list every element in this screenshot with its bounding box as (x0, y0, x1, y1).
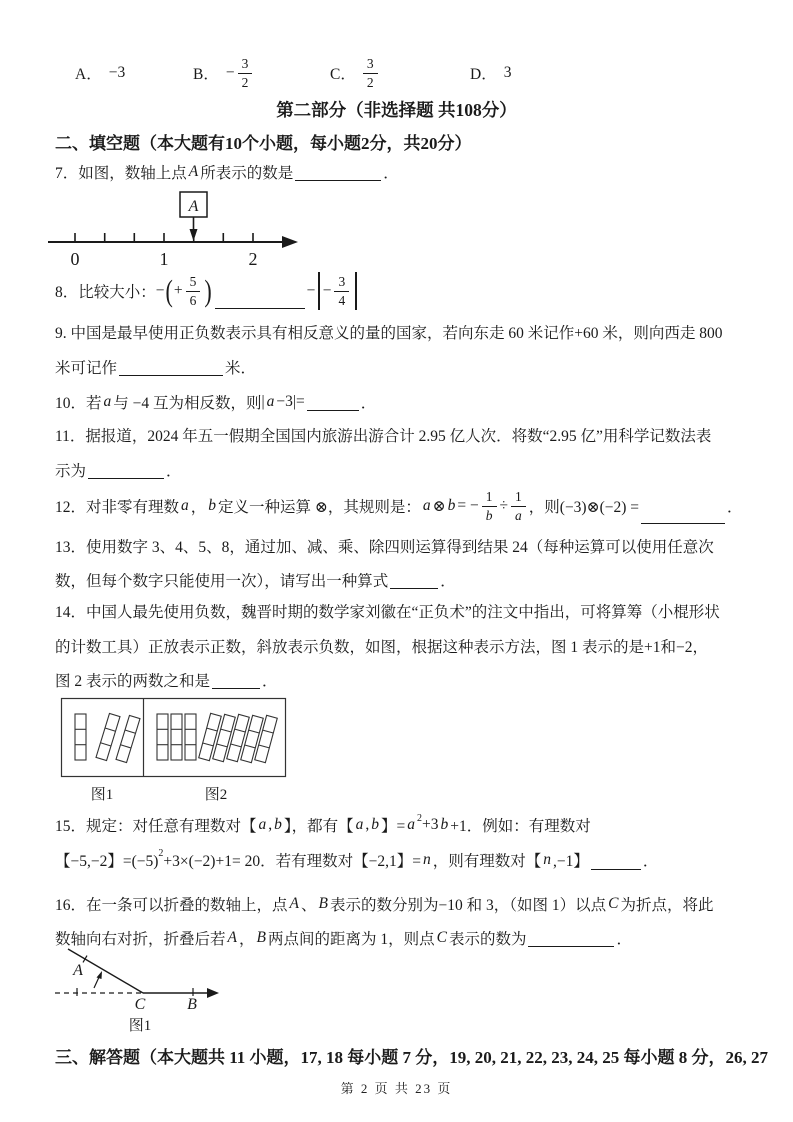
option-d (470, 50, 511, 96)
text-segment: A． (75, 66, 102, 83)
math-variable: A (188, 163, 199, 180)
answer-blank (212, 670, 260, 689)
text-segment: − (225, 64, 235, 81)
fraction-numerator: 3 (334, 274, 349, 292)
text-segment: − (322, 282, 332, 299)
math-variable: B (318, 895, 328, 912)
text-segment: 为折点，将此 (620, 897, 714, 914)
text-segment: −3 (108, 64, 126, 81)
text-segment: − (155, 282, 165, 299)
stretched-paren: ) (204, 272, 212, 308)
question-14-line-2 (55, 632, 708, 660)
point-a-arrowhead (190, 229, 198, 241)
folded-axis-figure (35, 944, 240, 1036)
question-9-line-1 (55, 318, 723, 346)
text-segment: 示为 (55, 463, 87, 480)
text-segment: 16．在一条可以折叠的数轴上，点 (55, 897, 288, 914)
text-segment: ,−1】 (552, 853, 589, 870)
text-segment: 】= (381, 818, 406, 835)
text-segment: +3 (422, 816, 439, 833)
text-segment: ． (360, 395, 377, 412)
fraction (511, 489, 526, 523)
math-variable: n (422, 851, 431, 868)
fraction-denominator: 2 (366, 74, 374, 90)
text-segment: ． (383, 165, 399, 182)
answer-blank (88, 460, 164, 479)
text-segment: 两点间的距离为 1，则点 (267, 931, 435, 948)
fraction-numerator: 5 (186, 274, 201, 292)
tick-label-0: 0 (70, 249, 80, 269)
math-variable: B (256, 929, 266, 946)
fraction-numerator: 3 (238, 56, 253, 74)
fraction-numerator: 1 (482, 489, 497, 507)
question-8 (55, 268, 360, 314)
question-9-line-2 (55, 353, 256, 381)
question-15-line-2 (55, 845, 658, 875)
answer-blank (591, 851, 641, 870)
question-10 (55, 388, 376, 416)
answer-blank (528, 928, 614, 947)
question-14-line-3 (55, 666, 278, 694)
text-segment: ． (642, 853, 659, 870)
fold-arrowhead (97, 971, 103, 979)
fraction-denominator: a (515, 507, 522, 523)
stretched-paren: ( (165, 272, 173, 308)
fig2-slanted-rods (199, 713, 278, 762)
option-a (75, 50, 125, 96)
answer-blank (119, 357, 223, 376)
text-segment: ⊗ (432, 497, 446, 515)
math-variable: C (436, 929, 447, 946)
fraction-denominator: 2 (241, 74, 249, 90)
fraction (238, 56, 253, 90)
math-variable: n (543, 851, 551, 868)
math-variable: a (355, 816, 364, 833)
abs-value-bar (355, 272, 356, 310)
text-segment: B． (193, 66, 219, 83)
answer-blank (307, 392, 359, 411)
rods-outer-box (62, 699, 286, 777)
math-variable: b (274, 816, 282, 833)
text-segment: 米可记作 (55, 360, 118, 377)
superscript: 2 (158, 848, 164, 859)
text-segment: | (261, 393, 265, 410)
text-segment: ， (190, 499, 207, 516)
text-segment: 11．据报道，2024 年五一假期全国国内旅游出游合计 2.95 亿人次．将数“2.95 亿”用科学记数法表 (55, 428, 712, 445)
text-segment: + (173, 282, 183, 299)
fig1-vertical-rod (75, 714, 86, 760)
point-a-label: A (188, 198, 199, 215)
point-a-label: A (73, 962, 83, 979)
text-segment: ． (166, 463, 182, 480)
fraction (334, 274, 349, 308)
fig1-slanted-rods (96, 713, 140, 762)
text-segment: −3| (276, 393, 296, 410)
text-segment: +1．例如：有理数对 (450, 818, 591, 835)
text-segment: 14．中国人最先使用负数，魏晋时期的数学家刘徽在“正负术”的注文中指出，可将算筹（小棍形状 (55, 604, 720, 621)
point-b-label: B (187, 996, 197, 1013)
option-b (193, 50, 255, 96)
question-7 (55, 158, 399, 186)
text-segment: 13．使用数字 3、4、5、8，通过加、减、乘、除四则运算得到结果 24（每种运算可以使用任意次 (55, 539, 714, 556)
text-segment: ，则(−3)⊗(−2) = (528, 499, 640, 516)
section-3-header: 三、解答题（本大题共 11 小题，17, 18 每小题 7 分，19, 20, 21, 22, 23, 24, 25 每小题 8 分，26, 27 (55, 1047, 769, 1067)
fig2-vertical-rods (157, 714, 196, 760)
text-segment: 定义一种运算 ⊗，其规则是： (218, 499, 421, 516)
tick-label-1: 1 (159, 249, 169, 269)
text-segment: 15．规定：对任意有理数对【 (55, 818, 257, 835)
text-segment: 9. 中国是最早使用正负数表示具有相反意义的量的国家，若向东走 60 米记作+60 米，则向西走 800 (55, 325, 723, 342)
text-segment: +3×(−2)+1= 20．若有理数对【−2,1】= (163, 853, 421, 870)
fraction-denominator: b (485, 507, 493, 523)
fraction-numerator: 1 (511, 489, 526, 507)
math-variable: a (422, 497, 431, 514)
superscript: 2 (417, 813, 423, 824)
text-segment: 10．若 (55, 395, 102, 412)
text-segment: 的计数工具）正放表示正数，斜放表示负数，如图，根据这种表示方法，图 1 表示的是+1和−2， (55, 639, 708, 656)
text-segment: − (306, 282, 316, 299)
answer-blank (215, 290, 305, 309)
math-variable: a (103, 393, 112, 410)
math-variable: A (227, 929, 237, 946)
question-11-line-1 (55, 421, 711, 449)
text-segment: = (295, 393, 305, 410)
abs-value-bar (318, 272, 319, 310)
axis-arrowhead (207, 988, 219, 998)
text-segment: 所表示的数是 (200, 165, 294, 182)
question-11-line-2 (55, 456, 182, 484)
number-line-figure (36, 188, 302, 272)
text-segment: , (365, 816, 370, 833)
text-segment: , (268, 816, 273, 833)
question-16-line-1 (55, 890, 713, 918)
counting-rods-figure (58, 695, 298, 807)
answer-blank (390, 570, 438, 589)
text-segment: 、 (300, 897, 317, 914)
text-segment: ． (440, 573, 456, 590)
question-13-line-2 (55, 566, 456, 594)
text-segment: ． (727, 499, 743, 516)
text-segment: ． (616, 931, 632, 948)
text-segment: ÷ (499, 497, 509, 514)
question-12 (55, 483, 743, 529)
page-footer: 第 2 页 共 23 页 (340, 1081, 453, 1096)
point-c-label: C (134, 996, 146, 1013)
fraction (482, 489, 497, 523)
answer-blank (641, 505, 725, 524)
text-segment: 表示的数分别为−10 和 3，（如图 1）以点 (329, 897, 607, 914)
axis-ticks (75, 233, 253, 242)
text-segment: ， (238, 931, 255, 948)
text-segment: 与 −4 互为相反数，则 (113, 395, 262, 412)
question-13-line-1 (55, 532, 714, 560)
text-segment: = − (457, 497, 479, 514)
text-segment: 图 2 表示的两数之和是 (55, 673, 211, 690)
math-variable: C (608, 895, 619, 912)
fraction-denominator: 4 (338, 292, 346, 308)
fill-in-header: 二、填空题（本大题有10个小题，每小题2分，共20分） (55, 133, 472, 153)
tick-label-2: 2 (248, 249, 258, 269)
math-variable: A (289, 895, 299, 912)
text-segment: 8．比较大小： (55, 284, 156, 301)
text-segment: 表示的数为 (448, 931, 527, 948)
math-variable: b (440, 816, 449, 833)
fraction-denominator: 6 (189, 292, 197, 308)
fraction (186, 274, 201, 308)
text-segment: 数，但每个数字只能使用一次），请写出一种算式 (55, 573, 389, 590)
text-segment: 米． (225, 360, 257, 377)
axis-arrowhead (282, 236, 298, 248)
fraction (363, 56, 378, 90)
math-variable: a (258, 816, 267, 833)
answer-blank (295, 162, 381, 181)
text-segment: 数轴向右对折，折叠后若 (55, 931, 226, 948)
text-segment: ，则有理数对【 (432, 853, 542, 870)
fig2-caption: 图2 (204, 787, 228, 803)
text-segment: 【−5,−2】=(−5) (55, 853, 159, 870)
math-variable: a (407, 816, 416, 833)
text-segment: C． (330, 66, 356, 83)
option-c (330, 50, 381, 96)
question-14-line-1 (55, 597, 720, 625)
text-segment: D． (470, 66, 497, 83)
math-variable: b (447, 497, 456, 514)
math-variable: a (181, 497, 189, 514)
section-2-title: 第二部分（非选择题 共108分） (276, 100, 517, 120)
text-segment: 7．如图，数轴上点 (55, 165, 187, 182)
fig1-caption: 图1 (90, 787, 114, 803)
math-variable: b (208, 497, 217, 514)
text-segment: 】，都有【 (283, 818, 354, 835)
question-15-line-1 (55, 810, 591, 840)
fraction-numerator: 3 (363, 56, 378, 74)
math-variable: b (371, 816, 380, 833)
math-variable: a (266, 393, 275, 410)
text-segment: 12．对非零有理数 (55, 499, 180, 516)
text-segment: 3 (503, 64, 512, 81)
text-segment: ． (262, 673, 278, 690)
fold-figure-caption: 图1 (128, 1018, 152, 1034)
